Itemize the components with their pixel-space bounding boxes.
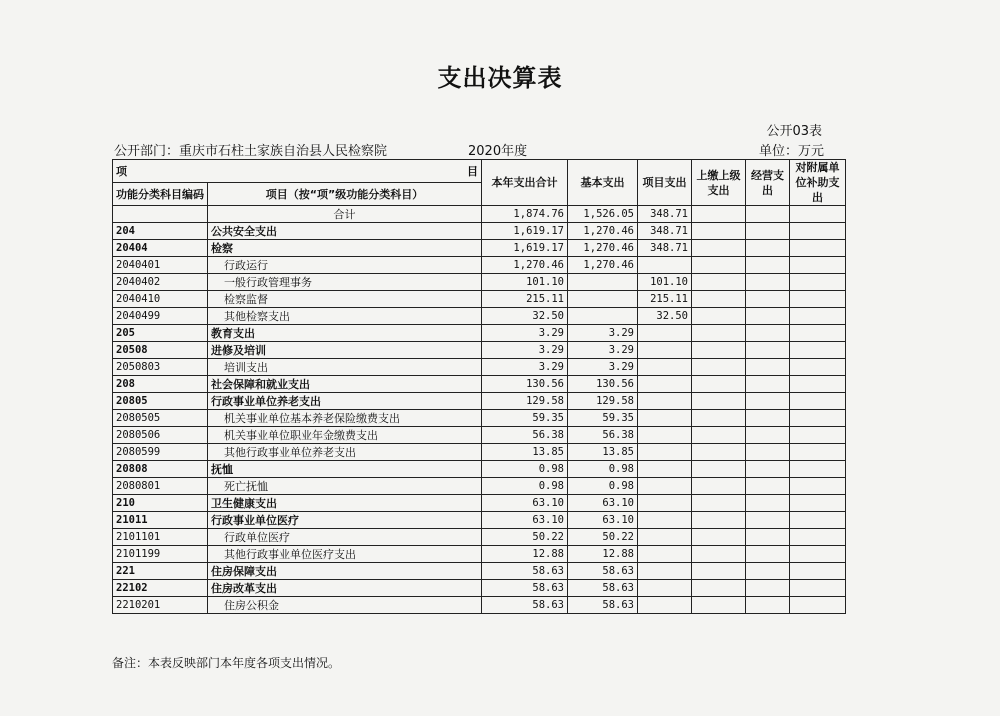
basic-cell: 1,270.46 [568, 240, 638, 257]
name-cell: 死亡抚恤 [208, 478, 482, 495]
total-cell: 3.29 [482, 325, 568, 342]
basic-cell: 59.35 [568, 410, 638, 427]
name-cell: 行政运行 [208, 257, 482, 274]
name-cell: 培训支出 [208, 359, 482, 376]
project-cell [638, 257, 692, 274]
name-cell: 检察 [208, 240, 482, 257]
basic-cell [568, 274, 638, 291]
business-cell [746, 257, 790, 274]
col-header-name: 项目（按“项”级功能分类科目） [208, 183, 482, 206]
code-cell: 20508 [113, 342, 208, 359]
basic-cell: 1,270.46 [568, 223, 638, 240]
business-cell [746, 342, 790, 359]
subsidy-cell [790, 444, 846, 461]
subsidy-cell [790, 206, 846, 223]
code-cell: 2210201 [113, 597, 208, 614]
upper-cell [692, 240, 746, 257]
col-header-basic: 基本支出 [568, 160, 638, 206]
table-row [113, 444, 846, 461]
table-body [113, 206, 846, 614]
project-cell [638, 376, 692, 393]
basic-cell: 50.22 [568, 529, 638, 546]
name-cell: 一般行政管理事务 [208, 274, 482, 291]
total-cell: 12.88 [482, 546, 568, 563]
project-cell [638, 393, 692, 410]
total-cell: 3.29 [482, 342, 568, 359]
basic-cell: 3.29 [568, 325, 638, 342]
project-cell [638, 495, 692, 512]
business-cell [746, 512, 790, 529]
upper-cell [692, 580, 746, 597]
table-row [113, 495, 846, 512]
subsidy-cell [790, 325, 846, 342]
code-cell: 208 [113, 376, 208, 393]
name-cell: 行政事业单位养老支出 [208, 393, 482, 410]
table-row [113, 512, 846, 529]
business-cell [746, 563, 790, 580]
project-cell [638, 359, 692, 376]
code-cell: 2040410 [113, 291, 208, 308]
business-cell [746, 240, 790, 257]
basic-cell: 3.29 [568, 359, 638, 376]
basic-cell: 58.63 [568, 597, 638, 614]
total-cell: 215.11 [482, 291, 568, 308]
basic-cell [568, 308, 638, 325]
business-cell [746, 325, 790, 342]
business-cell [746, 597, 790, 614]
total-cell: 1,874.76 [482, 206, 568, 223]
project-cell [638, 597, 692, 614]
project-cell [638, 580, 692, 597]
table-row [113, 461, 846, 478]
subsidy-cell [790, 342, 846, 359]
header-item-right: 目 [467, 164, 478, 178]
code-cell: 205 [113, 325, 208, 342]
upper-cell [692, 546, 746, 563]
name-cell: 抚恤 [208, 461, 482, 478]
header-item-cell [113, 160, 482, 183]
table-row [113, 597, 846, 614]
total-cell: 0.98 [482, 461, 568, 478]
project-cell [638, 512, 692, 529]
total-cell: 1,270.46 [482, 257, 568, 274]
code-cell: 22102 [113, 580, 208, 597]
table-row [113, 257, 846, 274]
total-cell: 0.98 [482, 478, 568, 495]
code-cell: 20404 [113, 240, 208, 257]
upper-cell [692, 563, 746, 580]
table-row [113, 427, 846, 444]
col-header-code: 功能分类科目编码 [113, 183, 208, 206]
table-row [113, 342, 846, 359]
upper-cell [692, 291, 746, 308]
table-row [113, 410, 846, 427]
total-cell: 13.85 [482, 444, 568, 461]
table-row [113, 359, 846, 376]
upper-cell [692, 257, 746, 274]
header-row-top [113, 160, 846, 183]
basic-cell: 58.63 [568, 563, 638, 580]
code-cell: 21011 [113, 512, 208, 529]
total-cell: 50.22 [482, 529, 568, 546]
project-cell: 348.71 [638, 240, 692, 257]
code-cell: 20808 [113, 461, 208, 478]
total-cell: 56.38 [482, 427, 568, 444]
upper-cell [692, 512, 746, 529]
total-cell: 129.58 [482, 393, 568, 410]
upper-cell [692, 325, 746, 342]
subsidy-cell [790, 291, 846, 308]
business-cell [746, 427, 790, 444]
business-cell [746, 206, 790, 223]
table-row [113, 240, 846, 257]
subsidy-cell [790, 410, 846, 427]
unit-label: 单位：万元 [758, 144, 824, 159]
project-cell [638, 427, 692, 444]
header-item-left: 项 [116, 164, 127, 178]
table-row [113, 529, 846, 546]
business-cell [746, 274, 790, 291]
name-cell: 机关事业单位基本养老保险缴费支出 [208, 410, 482, 427]
name-cell: 教育支出 [208, 325, 482, 342]
project-cell [638, 410, 692, 427]
subsidy-cell [790, 597, 846, 614]
upper-cell [692, 376, 746, 393]
business-cell [746, 410, 790, 427]
project-cell [638, 444, 692, 461]
basic-cell: 129.58 [568, 393, 638, 410]
business-cell [746, 376, 790, 393]
upper-cell [692, 495, 746, 512]
code-cell: 2080505 [113, 410, 208, 427]
upper-cell [692, 461, 746, 478]
business-cell [746, 478, 790, 495]
name-cell: 其他检察支出 [208, 308, 482, 325]
subsidy-cell [790, 512, 846, 529]
name-cell: 住房公积金 [208, 597, 482, 614]
table-row [113, 308, 846, 325]
table-row [113, 325, 846, 342]
total-cell: 32.50 [482, 308, 568, 325]
business-cell [746, 546, 790, 563]
business-cell [746, 580, 790, 597]
basic-cell: 63.10 [568, 512, 638, 529]
code-cell: 2080801 [113, 478, 208, 495]
total-cell: 101.10 [482, 274, 568, 291]
upper-cell [692, 206, 746, 223]
code-cell: 221 [113, 563, 208, 580]
upper-cell [692, 308, 746, 325]
upper-cell [692, 223, 746, 240]
project-cell [638, 325, 692, 342]
name-cell: 社会保障和就业支出 [208, 376, 482, 393]
business-cell [746, 495, 790, 512]
subsidy-cell [790, 580, 846, 597]
table-row [113, 206, 846, 223]
report-meta [112, 140, 824, 158]
basic-cell: 0.98 [568, 478, 638, 495]
upper-cell [692, 342, 746, 359]
name-cell: 其他行政事业单位医疗支出 [208, 546, 482, 563]
code-cell: 210 [113, 495, 208, 512]
subsidy-cell [790, 546, 846, 563]
upper-cell [692, 393, 746, 410]
business-cell [746, 308, 790, 325]
code-cell: 2080599 [113, 444, 208, 461]
code-cell: 2080506 [113, 427, 208, 444]
subsidy-cell [790, 376, 846, 393]
col-header-upper: 上缴上级支出 [692, 160, 746, 206]
project-cell: 101.10 [638, 274, 692, 291]
basic-cell: 1,526.05 [568, 206, 638, 223]
basic-cell: 130.56 [568, 376, 638, 393]
code-cell: 2050803 [113, 359, 208, 376]
code-cell: 204 [113, 223, 208, 240]
expenditure-table [112, 159, 846, 614]
upper-cell [692, 529, 746, 546]
basic-cell: 3.29 [568, 342, 638, 359]
upper-cell [692, 597, 746, 614]
subsidy-cell [790, 257, 846, 274]
total-cell: 58.63 [482, 597, 568, 614]
table-row [113, 546, 846, 563]
total-cell: 3.29 [482, 359, 568, 376]
code-cell: 2040402 [113, 274, 208, 291]
subsidy-cell [790, 427, 846, 444]
name-cell: 行政事业单位医疗 [208, 512, 482, 529]
business-cell [746, 461, 790, 478]
upper-cell [692, 359, 746, 376]
basic-cell: 12.88 [568, 546, 638, 563]
project-cell: 32.50 [638, 308, 692, 325]
total-cell: 58.63 [482, 563, 568, 580]
project-cell [638, 342, 692, 359]
form-number: 公开03表 [766, 124, 822, 139]
year-label: 2020年度 [468, 144, 528, 159]
project-cell [638, 461, 692, 478]
code-cell: 2040401 [113, 257, 208, 274]
page-title: 支出决算表 [437, 64, 563, 92]
business-cell [746, 359, 790, 376]
upper-cell [692, 410, 746, 427]
upper-cell [692, 427, 746, 444]
project-cell [638, 546, 692, 563]
basic-cell: 13.85 [568, 444, 638, 461]
total-cell: 1,619.17 [482, 240, 568, 257]
code-cell: 2040499 [113, 308, 208, 325]
total-cell: 1,619.17 [482, 223, 568, 240]
col-header-project: 项目支出 [638, 160, 692, 206]
code-cell: 20805 [113, 393, 208, 410]
name-cell: 合计 [208, 206, 482, 223]
total-cell: 63.10 [482, 512, 568, 529]
business-cell [746, 444, 790, 461]
project-cell [638, 529, 692, 546]
table-row [113, 223, 846, 240]
name-cell: 行政单位医疗 [208, 529, 482, 546]
footnote: 备注：本表反映部门本年度各项支出情况。 [112, 656, 341, 670]
business-cell [746, 393, 790, 410]
total-cell: 58.63 [482, 580, 568, 597]
name-cell: 公共安全支出 [208, 223, 482, 240]
upper-cell [692, 274, 746, 291]
basic-cell: 0.98 [568, 461, 638, 478]
basic-cell: 58.63 [568, 580, 638, 597]
table-row [113, 393, 846, 410]
basic-cell: 56.38 [568, 427, 638, 444]
col-header-business: 经营支出 [746, 160, 790, 206]
table-row [113, 478, 846, 495]
total-cell: 130.56 [482, 376, 568, 393]
basic-cell: 63.10 [568, 495, 638, 512]
subsidy-cell [790, 563, 846, 580]
subsidy-cell [790, 308, 846, 325]
subsidy-cell [790, 359, 846, 376]
name-cell: 进修及培训 [208, 342, 482, 359]
business-cell [746, 529, 790, 546]
name-cell: 机关事业单位职业年金缴费支出 [208, 427, 482, 444]
table-row [113, 274, 846, 291]
name-cell: 其他行政事业单位养老支出 [208, 444, 482, 461]
col-header-total: 本年支出合计 [482, 160, 568, 206]
total-cell: 63.10 [482, 495, 568, 512]
code-cell: 2101199 [113, 546, 208, 563]
upper-cell [692, 478, 746, 495]
basic-cell [568, 291, 638, 308]
project-cell [638, 563, 692, 580]
department-label: 公开部门：重庆市石柱土家族自治县人民检察院 [114, 144, 388, 159]
upper-cell [692, 444, 746, 461]
table-row [113, 563, 846, 580]
total-cell: 59.35 [482, 410, 568, 427]
code-cell: 2101101 [113, 529, 208, 546]
name-cell: 住房改革支出 [208, 580, 482, 597]
business-cell [746, 223, 790, 240]
subsidy-cell [790, 478, 846, 495]
col-header-subsidy: 对附属单位补助支出 [790, 160, 846, 206]
subsidy-cell [790, 495, 846, 512]
subsidy-cell [790, 274, 846, 291]
business-cell [746, 291, 790, 308]
subsidy-cell [790, 393, 846, 410]
subsidy-cell [790, 240, 846, 257]
table-row [113, 580, 846, 597]
project-cell: 348.71 [638, 223, 692, 240]
subsidy-cell [790, 223, 846, 240]
table-row [113, 291, 846, 308]
subsidy-cell [790, 461, 846, 478]
name-cell: 住房保障支出 [208, 563, 482, 580]
code-cell [113, 206, 208, 223]
subsidy-cell [790, 529, 846, 546]
basic-cell: 1,270.46 [568, 257, 638, 274]
table-row [113, 376, 846, 393]
name-cell: 检察监督 [208, 291, 482, 308]
project-cell: 348.71 [638, 206, 692, 223]
project-cell [638, 478, 692, 495]
project-cell: 215.11 [638, 291, 692, 308]
name-cell: 卫生健康支出 [208, 495, 482, 512]
